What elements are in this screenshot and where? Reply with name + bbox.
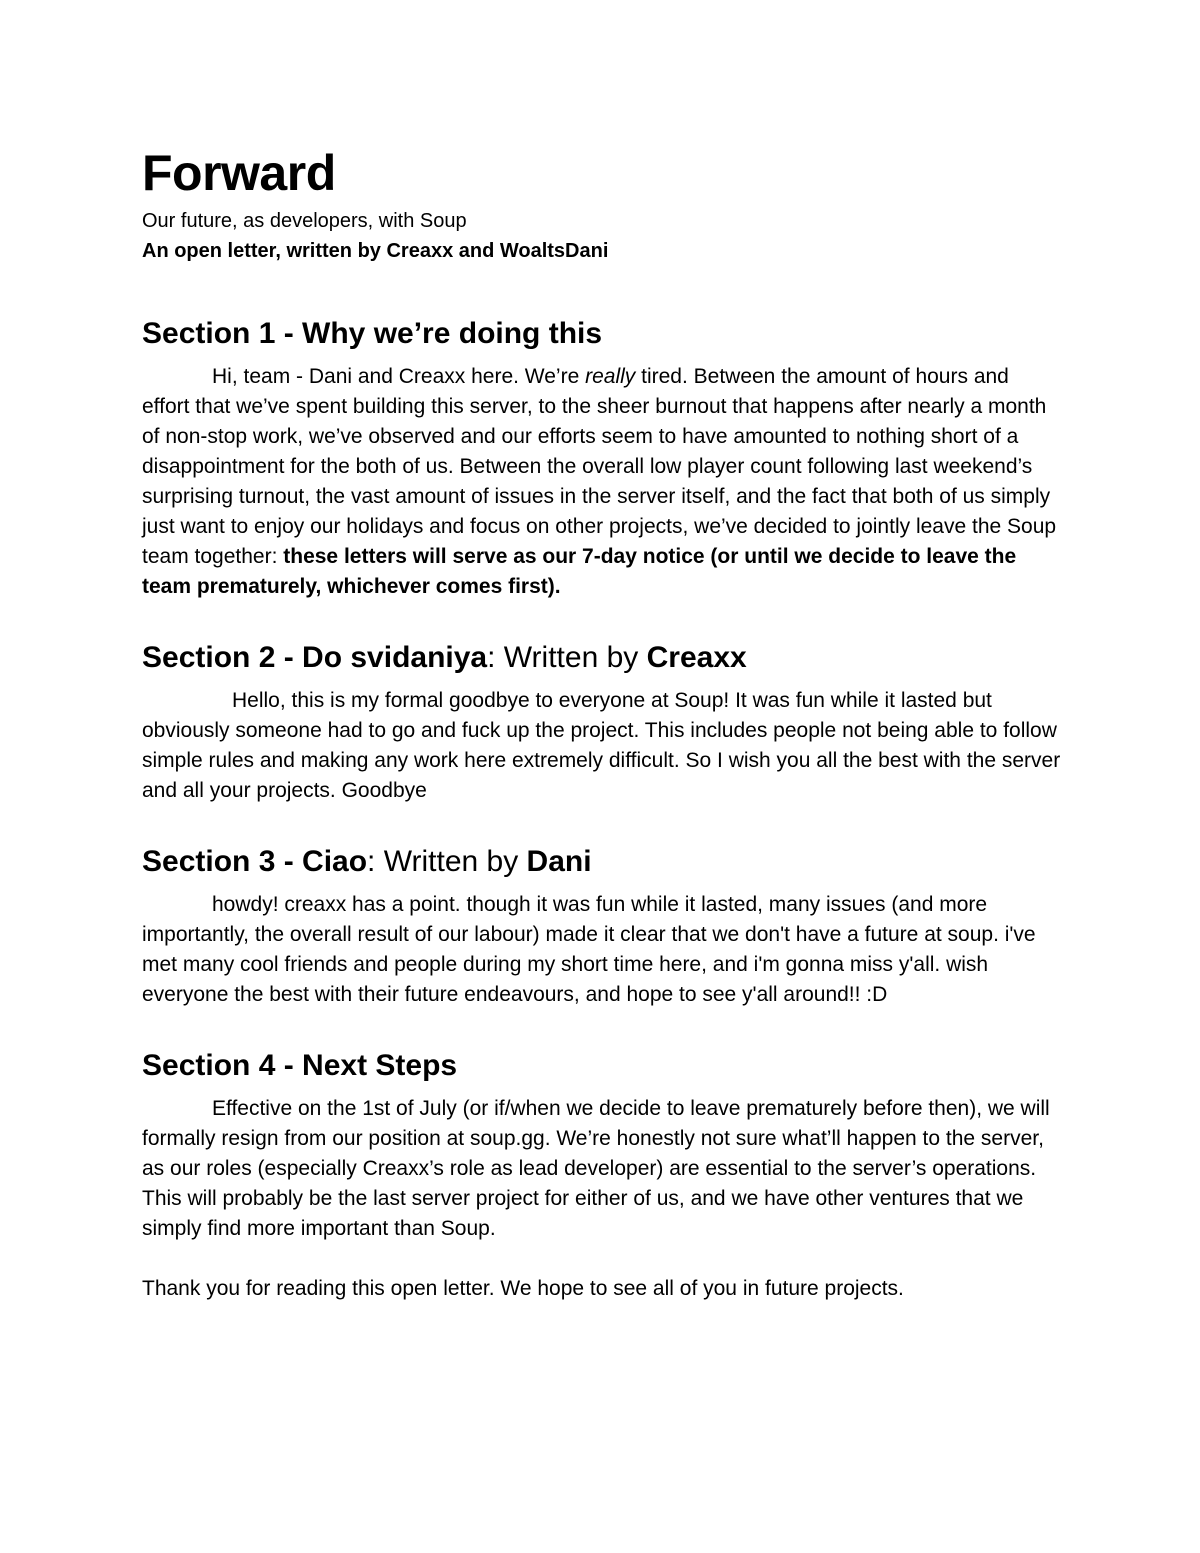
document-byline: An open letter, written by Creaxx and WoaltsDani <box>142 240 609 262</box>
section-1 <box>142 314 1062 602</box>
section-4-heading-text: Section 4 - Next Steps <box>142 1049 458 1082</box>
section-1-notice: these letters will serve as our 7-day notice (or until we decide to leave the team prematurely, whichever comes first). <box>142 545 1017 598</box>
section-1-text-b: tired. Between the amount of hours and effort that we’ve spent building this server, to the sheer burnout that happens after nearly a month of non-stop work, we’ve observed and our efforts seem to have amounted to nothing short of a disappointment for the both of us. Between the overall low player count following last weekend’s surprising turnout, the vast amount of issues in the server itself, and the fact that both of us simply just want to enjoy our holidays and focus on other projects, we’ve decided to jointly leave the Soup team together: <box>142 365 1057 568</box>
section-1-text-a: Hi, team - Dani and Creaxx here. We’re <box>212 365 586 388</box>
section-3-heading-title: Section 3 - Ciao <box>142 845 368 878</box>
section-4 <box>142 1046 1062 1244</box>
section-1-heading <box>142 314 1062 354</box>
section-3-paragraph: howdy! creaxx has a point. though it was fun while it lasted, many issues (and more importantly, the overall result of our labour) made it clear that we don't have a future at soup. i've met many cool friends and people during my short time here, and i'm gonna miss y'all. wish everyone the best with their future endeavours, and hope to see y'all around!! :D <box>142 893 1036 1006</box>
closing-paragraph: Thank you for reading this open letter. We hope to see all of you in future projects. <box>142 1277 904 1300</box>
section-1-paragraph <box>142 362 1062 602</box>
section-2-heading-author: Creaxx <box>646 641 747 674</box>
section-1-emphasis: really <box>585 365 636 388</box>
section-2-heading <box>142 638 1062 678</box>
document-title: Forward <box>142 145 336 201</box>
section-4-heading <box>142 1046 1062 1086</box>
section-3-heading <box>142 842 1062 882</box>
section-2 <box>142 638 1062 806</box>
section-3 <box>142 842 1062 1010</box>
section-3-heading-author: Dani <box>526 845 592 878</box>
section-3-heading-written-by: : Written by <box>367 845 527 878</box>
section-2-heading-written-by: : Written by <box>487 641 647 674</box>
document-page <box>142 140 1062 1304</box>
section-2-paragraph: Hello, this is my formal goodbye to everyone at Soup! It was fun while it lasted but obviously someone had to go and fuck up the project. This includes people not being able to follow simple rules and making any work here extremely difficult. So I wish you all the best with the server and all your projects. Goodbye <box>142 689 1061 802</box>
section-4-paragraph: Effective on the 1st of July (or if/when we decide to leave prematurely before then), we will formally resign from our position at soup.gg. We’re honestly not sure what’ll happen to the server, as our roles (especially Creaxx’s role as lead developer) are essential to the server’s operations. This will probably be the last server project for either of us, and we have other ventures that we simply find more important than Soup. <box>142 1097 1050 1240</box>
section-1-heading-text: Section 1 - Why we’re doing this <box>142 317 603 350</box>
document-subtitle: Our future, as developers, with Soup <box>142 210 467 232</box>
section-2-heading-title: Section 2 - Do svidaniya <box>142 641 488 674</box>
